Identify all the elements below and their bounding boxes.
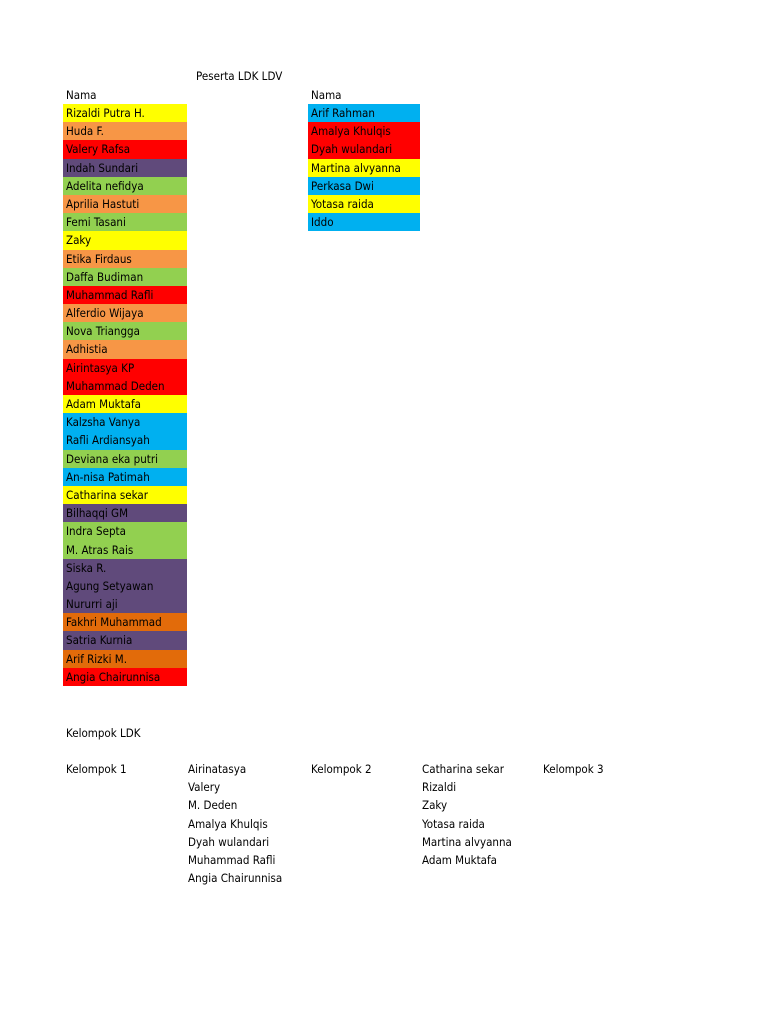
left_table-row: Bilhaqqi GM bbox=[63, 504, 187, 522]
left_table-row: Zaky bbox=[63, 231, 187, 249]
right_table-row: Amalya Khulqis bbox=[308, 122, 420, 140]
left_table-row: Indah Sundari bbox=[63, 159, 187, 177]
left_table-row: Nururri aji bbox=[63, 595, 187, 613]
left_table-row: Valery Rafsa bbox=[63, 140, 187, 158]
group-member: Angia Chairunnisa bbox=[188, 871, 283, 886]
left_table-row: Huda F. bbox=[63, 122, 187, 140]
group-member: Yotasa raida bbox=[422, 816, 485, 831]
group-member: Airinatasya bbox=[188, 762, 247, 776]
group2-members bbox=[422, 760, 512, 869]
right_table-row: Martina alvyanna bbox=[308, 159, 420, 177]
left_table-row: An-nisa Patimah bbox=[63, 468, 187, 486]
left_table-row: Deviana eka putri bbox=[63, 450, 187, 468]
left_table-row: Airintasya KP bbox=[63, 359, 187, 377]
group3-label: Kelompok 3 bbox=[543, 762, 604, 776]
left_table-row: Rizaldi Putra H. bbox=[63, 104, 187, 122]
left_table-row: Daffa Budiman bbox=[63, 268, 187, 286]
group-member: Zaky bbox=[422, 798, 448, 813]
group1-label: Kelompok 1 bbox=[66, 762, 127, 776]
group-member: Adam Muktafa bbox=[422, 852, 497, 867]
group-member: Muhammad Rafli bbox=[188, 852, 276, 867]
left_table-row: Femi Tasani bbox=[63, 213, 187, 231]
left_table-row: Adhistia bbox=[63, 340, 187, 358]
left_table-row: Satria Kurnia bbox=[63, 631, 187, 649]
left_table-row: Aprilia Hastuti bbox=[63, 195, 187, 213]
group2-label: Kelompok 2 bbox=[311, 762, 372, 776]
left_table-row: Muhammad Rafli bbox=[63, 286, 187, 304]
group-member: Amalya Khulqis bbox=[188, 816, 268, 831]
left_table-row: Rafli Ardiansyah bbox=[63, 431, 187, 449]
group-member: Martina alvyanna bbox=[422, 834, 512, 849]
left_table-row: Nova Triangga bbox=[63, 322, 187, 340]
left_table-row: Agung Setyawan bbox=[63, 577, 187, 595]
left_table-row: M. Atras Rais bbox=[63, 541, 187, 559]
left_table-row: Kalzsha Vanya bbox=[63, 413, 187, 431]
left_table-row: Muhammad Deden bbox=[63, 377, 187, 395]
left_table-row: Arif Rizki M. bbox=[63, 650, 187, 668]
left_table-row: Fakhri Muhammad bbox=[63, 613, 187, 631]
left_table-row: Indra Septa bbox=[63, 522, 187, 540]
right_table-row: Dyah wulandari bbox=[308, 140, 420, 158]
left-name-list bbox=[63, 104, 187, 686]
left_table-row: Catharina sekar bbox=[63, 486, 187, 504]
left_table-row: Siska R. bbox=[63, 559, 187, 577]
left_table-row: Angia Chairunnisa bbox=[63, 668, 187, 686]
group-member: Dyah wulandari bbox=[188, 834, 270, 849]
left_table-row: Etika Firdaus bbox=[63, 250, 187, 268]
left-table-header: Nama bbox=[66, 88, 97, 102]
group1-members bbox=[188, 760, 282, 887]
right_table-row: Arif Rahman bbox=[308, 104, 420, 122]
right_table-row: Yotasa raida bbox=[308, 195, 420, 213]
right-name-list bbox=[308, 104, 420, 231]
group-member: Valery bbox=[188, 780, 221, 795]
sheet-title: Peserta LDK LDV bbox=[196, 69, 283, 83]
right_table-row: Perkasa Dwi bbox=[308, 177, 420, 195]
left_table-row: Adam Muktafa bbox=[63, 395, 187, 413]
left_table-row: Alferdio Wijaya bbox=[63, 304, 187, 322]
left_table-row: Adelita nefidya bbox=[63, 177, 187, 195]
right-table-header: Nama bbox=[311, 88, 342, 102]
right_table-row: Iddo bbox=[308, 213, 420, 231]
group-member: Catharina sekar bbox=[422, 762, 504, 776]
groups-title: Kelompok LDK bbox=[66, 726, 141, 740]
group-member: M. Deden bbox=[188, 798, 238, 813]
group-member: Rizaldi bbox=[422, 780, 457, 795]
